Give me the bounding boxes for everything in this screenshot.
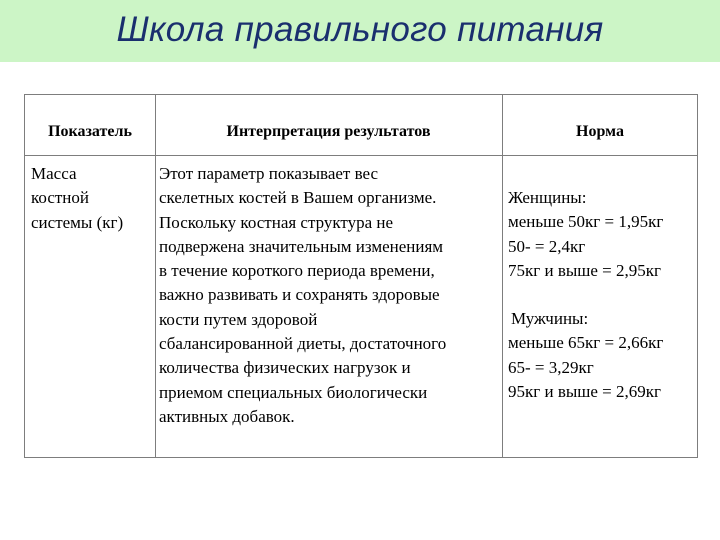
interpretation-line: активных добавок. bbox=[159, 406, 295, 426]
indicator-line: Масса bbox=[31, 164, 77, 183]
interpretation-line: скелетных костей в Вашем организме. bbox=[159, 188, 437, 208]
interpretation-line: подвержена значительным изменениям bbox=[159, 236, 444, 256]
indicator-cell bbox=[31, 162, 123, 235]
interpretation-line: в течение короткого периода времени, bbox=[159, 261, 435, 281]
norm-men-line: меньше 65кг = 2,66кг bbox=[508, 333, 664, 353]
interpretation-line: Поскольку костная структура не bbox=[159, 212, 394, 232]
norm-women-line: 75кг и выше = 2,95кг bbox=[508, 260, 661, 280]
norm-women-line: меньше 50кг = 1,95кг bbox=[508, 212, 664, 232]
interpretation-cell bbox=[159, 162, 446, 429]
interpretation-line: кости путем здоровой bbox=[159, 309, 318, 329]
page-title: Школа правильного питания bbox=[116, 10, 604, 49]
header-indicator: Показатель bbox=[48, 123, 132, 140]
norm-men bbox=[508, 307, 663, 404]
norm-women bbox=[508, 186, 663, 283]
title-banner bbox=[0, 0, 720, 62]
header-interpretation: Интерпретация результатов bbox=[226, 123, 431, 140]
interpretation-line: количества физических нагрузок и bbox=[159, 358, 411, 378]
norm-men-line: 65- = 3,29кг bbox=[508, 357, 594, 377]
norm-men-line: 95кг и выше = 2,69кг bbox=[508, 381, 661, 401]
interpretation-line: важно развивать и сохранять здоровые bbox=[159, 285, 440, 305]
column-divider bbox=[502, 95, 503, 457]
interpretation-line: Этот параметр показывает вес bbox=[159, 164, 379, 183]
norm-women-line: 50- = 2,4кг bbox=[508, 236, 586, 256]
column-divider bbox=[155, 95, 156, 457]
indicator-line: системы (кг) bbox=[31, 212, 124, 232]
norm-men-label: Мужчины: bbox=[511, 309, 589, 328]
norm-women-label: Женщины: bbox=[508, 188, 587, 207]
interpretation-line: сбалансированной диеты, достаточного bbox=[159, 334, 447, 354]
indicator-line: костной bbox=[31, 188, 89, 208]
results-table bbox=[24, 94, 698, 458]
interpretation-line: приемом специальных биологически bbox=[159, 382, 428, 402]
header-norm: Норма bbox=[576, 123, 624, 140]
header-divider bbox=[25, 155, 697, 156]
